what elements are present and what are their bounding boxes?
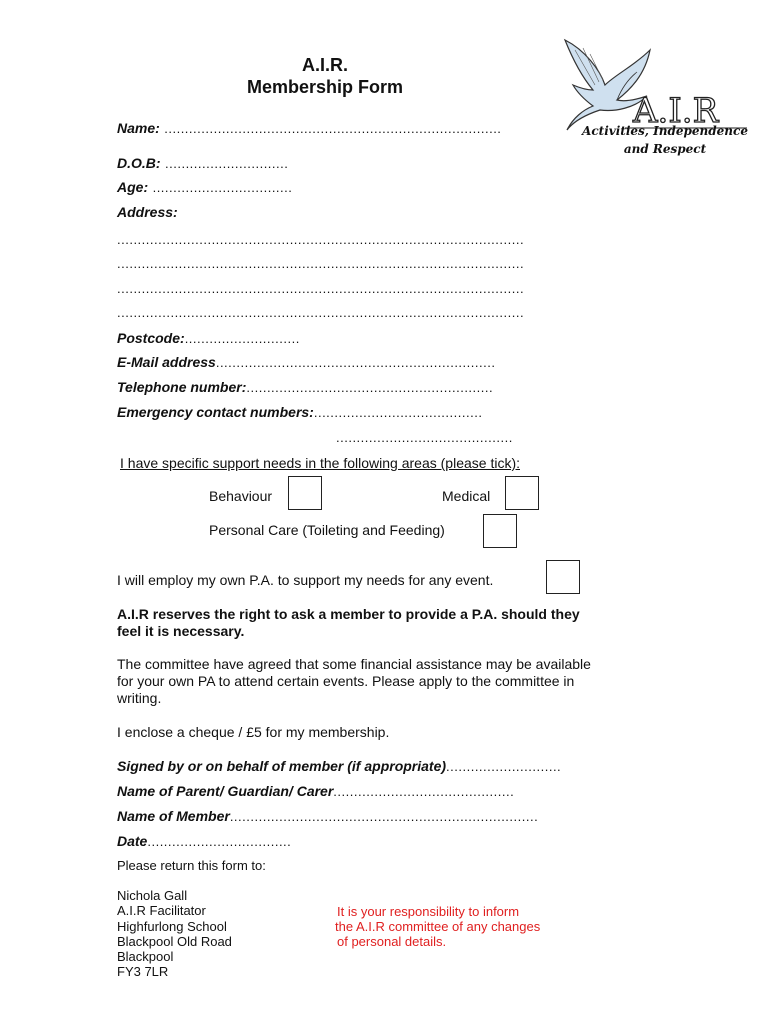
member-label: Name of Member	[117, 808, 230, 824]
support-heading: I have specific support needs in the following areas (please tick):	[120, 455, 520, 471]
address-line-3[interactable]: ...................................................................................................	[117, 281, 525, 296]
committee-line2: for your own PA to attend certain events. Please apply to the committee in	[117, 673, 575, 689]
cheque-statement: I enclose a cheque / £5 for my membership.	[117, 724, 390, 740]
behaviour-label: Behaviour	[209, 488, 273, 504]
emergency-label: Emergency contact numbers:	[117, 404, 314, 420]
return-heading: Please return this form to:	[117, 858, 266, 873]
telephone-dots: ............................................................	[246, 380, 494, 395]
emergency-field[interactable]	[117, 404, 482, 422]
return-address-line: Blackpool Old Road	[117, 933, 232, 949]
committee-line1: The committee have agreed that some financial assistance may be available	[117, 656, 591, 672]
return-address-line: Nichola Gall	[117, 888, 188, 903]
parent-dots: ............................................	[333, 784, 515, 799]
signed-field[interactable]	[117, 758, 561, 776]
dob-dots: ..............................	[165, 156, 289, 171]
age-dots: ..................................	[152, 180, 293, 195]
form-title-line2: Membership Form	[246, 77, 404, 97]
dob-field[interactable]	[117, 155, 288, 173]
personal-care-checkbox[interactable]	[483, 514, 517, 548]
signed-dots: ............................	[446, 759, 562, 774]
behaviour-checkbox[interactable]	[288, 476, 322, 510]
return-address-line: FY3 7LR	[117, 964, 169, 980]
reserve-notice-line1: A.I.R reserves the right to ask a member to provide a P.A. should they	[117, 606, 580, 622]
name-dots: ..................................................................................	[164, 121, 502, 136]
own-pa-checkbox[interactable]	[546, 560, 580, 594]
date-field[interactable]	[117, 833, 291, 851]
member-field[interactable]	[117, 808, 538, 826]
name-label: Name:	[117, 120, 160, 136]
signed-label: Signed by or on behalf of member (if appropriate)	[117, 758, 447, 774]
parent-field[interactable]	[117, 783, 514, 801]
telephone-label: Telephone number:	[117, 379, 247, 395]
postcode-label: Postcode:	[117, 330, 185, 346]
member-dots: ...........................................................................	[229, 809, 539, 824]
address-label: Address:	[117, 204, 178, 220]
parent-label: Name of Parent/ Guardian/ Carer	[117, 783, 334, 799]
return-address-line: Highfurlong School	[117, 918, 227, 934]
form-title-line1: A.I.R.	[301, 55, 348, 75]
emergency-dots: .........................................	[313, 405, 483, 420]
own-pa-label: I will employ my own P.A. to support my needs for any event.	[117, 572, 494, 588]
return-address	[117, 888, 232, 980]
telephone-field[interactable]	[117, 379, 493, 397]
return-address-line: Blackpool	[117, 949, 174, 965]
logo-tagline-line1: Activities, Independence	[582, 124, 748, 138]
postcode-field[interactable]	[117, 330, 300, 348]
emergency-second-line[interactable]: ...........................................	[336, 430, 513, 445]
age-label: Age:	[117, 179, 149, 195]
address-line-4[interactable]: ...................................................................................................	[117, 305, 525, 320]
reserve-notice-line2: feel it is necessary.	[117, 623, 245, 639]
postcode-dots: ............................	[184, 331, 300, 346]
email-field[interactable]	[117, 354, 495, 372]
email-dots: ....................................................................	[215, 355, 496, 370]
responsibility-notice-line1: It is your responsibility to inform	[337, 904, 520, 919]
dob-label: D.O.B:	[117, 155, 161, 171]
medical-checkbox[interactable]	[505, 476, 539, 510]
medical-label: Medical	[442, 488, 491, 504]
personal-care-label: Personal Care (Toileting and Feeding)	[209, 522, 445, 538]
logo-tagline-line2: and Respect	[623, 142, 707, 156]
date-dots: ...................................	[147, 834, 292, 849]
return-address-line: A.I.R Facilitator	[117, 903, 206, 919]
logo-letters: A.I.R	[633, 91, 719, 131]
address-line-2[interactable]: ...................................................................................................	[117, 256, 525, 271]
committee-line3: writing.	[117, 690, 162, 706]
name-field[interactable]	[117, 120, 501, 138]
responsibility-notice-line3: of personal details.	[337, 934, 447, 949]
address-line-1[interactable]: ...................................................................................................	[117, 232, 525, 247]
responsibility-notice-line2: the A.I.R committee of any changes	[335, 919, 541, 934]
date-label: Date	[117, 833, 148, 849]
email-label: E-Mail address	[117, 354, 216, 370]
age-field[interactable]	[117, 179, 292, 197]
